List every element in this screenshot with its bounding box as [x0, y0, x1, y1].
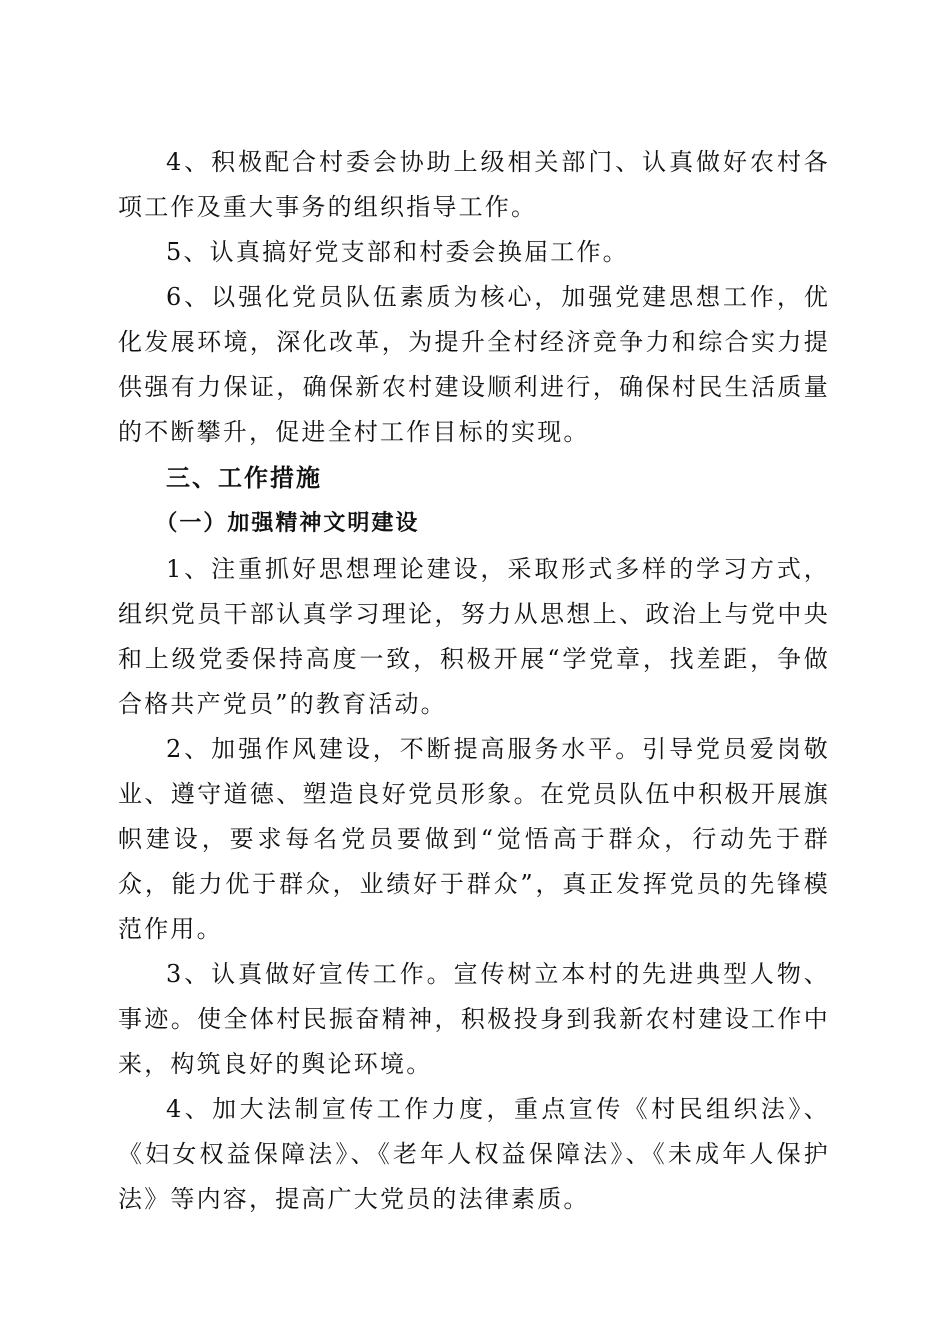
paragraph-item-4: 4、积极配合村委会协助上级相关部门、认真做好农村各项工作及重大事务的组织指导工作。	[118, 148, 830, 221]
measure-paragraph-2: 2、加强作风建设，不断提高服务水平。引导党员爱岗敬业、遵守道德、塑造良好党员形象。在党员队伍中积极开展旗帜建设，要求每名党员要做到“觉悟高于群众，行动先于群众，能力优于群众，业绩好于群众”，真正发挥党员的先锋模范作用。	[118, 735, 830, 943]
measure-paragraph-4: 4、加大法制宣传工作力度，重点宣传《村民组织法》、《妇女权益保障法》、《老年人权益保障法》、《未成年人保护法》等内容，提高广大党员的法律素质。	[118, 1095, 830, 1213]
paragraph-item-6: 6、以强化党员队伍素质为核心，加强党建思想工作，优化发展环境，深化改革，为提升全村经济竞争力和综合实力提供强有力保证，确保新农村建设顺利进行，确保村民生活质量的不断攀升，促进全村工作目标的实现。	[118, 283, 830, 446]
measure-paragraph-3: 3、认真做好宣传工作。宣传树立本村的先进典型人物、事迹。使全体村民振奋精神，积极投身到我新农村建设工作中来，构筑良好的舆论环境。	[118, 960, 830, 1078]
subsection-heading: （一）加强精神文明建设	[155, 511, 420, 536]
measure-paragraph-1: 1、注重抓好思想理论建设，采取形式多样的学习方式，组织党员干部认真学习理论，努力从思想上、政治上与党中央和上级党委保持高度一致，积极开展“学党章，找差距，争做合格共产党员”的教育活动。	[118, 555, 830, 718]
paragraph-item-5: 5、认真搞好党支部和村委会换届工作。	[166, 238, 629, 266]
section-heading: 三、工作措施	[166, 464, 322, 492]
